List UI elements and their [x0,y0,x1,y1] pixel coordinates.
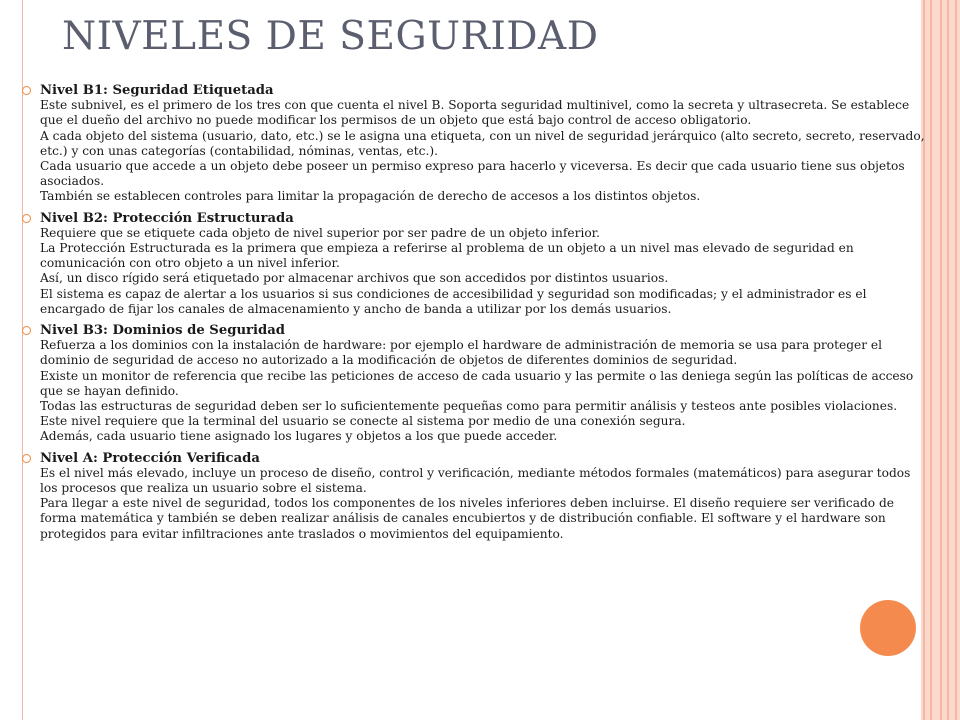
item-paragraph: Para llegar a este nivel de seguridad, todos los componentes de los niveles inferiores deben incluirse. El diseño requiere ser verificado de forma matemática y también se deben realizar análisis de canales encubiertos y de distribución confiable. El software y el hardware son protegidos para evitar infiltraciones ante traslados o movimientos del equipamiento. [40,496,894,541]
item-heading: Nivel A: Protección Verificada [40,450,260,466]
item-paragraph: Es el nivel más elevado, incluye un proceso de diseño, control y verificación, mediante métodos formales (matemáticos) para asegurar todos los procesos que realiza un usuario sobre el sistema. [40,465,911,496]
list-item [40,451,925,542]
bullet-icon [22,326,31,335]
bullet-icon [22,214,31,223]
item-paragraph: El sistema es capaz de alertar a los usuarios si sus condiciones de accesibilidad y seguridad son modificadas; y el administrador es el encargado de fijar los canales de almacenamiento y ancho de banda a utilizar por los demás usuarios. [40,286,867,316]
item-paragraph: Cada usuario que accede a un objeto debe poseer un permiso expreso para hacerlo y viceversa. Es decir que cada usuario tiene sus objetos asociados. [40,159,905,189]
item-paragraph: Requiere que se etiquete cada objeto de nivel superior por ser padre de un objeto inferior. [40,225,601,240]
left-border-line [22,0,23,720]
item-paragraph: Refuerza a los dominios con la instalación de hardware: por ejemplo el hardware de administración de memoria se usa para proteger el dominio de seguridad de acceso no autorizado a la modificación de objetos de diferentes dominios de seguridad. [40,338,883,368]
item-paragraph: Existe un monitor de referencia que recibe las peticiones de acceso de cada usuario y las permite o las deniega según las políticas de acceso que se hayan definido. [40,368,914,398]
item-paragraph: Todas las estructuras de seguridad deben ser lo suficientemente pequeñas como para permitir análisis y testeos ante posibles violaciones. [40,399,898,414]
item-paragraph: Así, un disco rígido será etiquetado por almacenar archivos que son accedidos por distintos usuarios. [40,271,669,286]
item-heading: Nivel B3: Dominios de Seguridad [40,323,285,339]
list-item [40,83,925,205]
bullet-icon [22,454,31,463]
stripe [930,0,932,720]
list-item [40,211,925,317]
item-paragraph: A cada objeto del sistema (usuario, dato, etc.) se le asigna una etiqueta, con un nivel de seguridad jerárquico (alto secreto, secreto, reservado, etc.) y con unas categorías (contabilidad, nóminas, ventas, etc.). [40,128,925,158]
item-heading: Nivel B2: Protección Estructurada [40,210,294,226]
content-list [40,83,925,548]
item-paragraph: Este subnivel, es el primero de los tres con que cuenta el nivel B. Soporta seguridad multinivel, como la secreta y ultrasecreta. Se establece que el dueño del archivo no puede modificar los permisos de un objeto que está bajo control de acceso obligatorio. [40,98,910,128]
item-paragraph: Además, cada usuario tiene asignado los lugares y objetos a los que puede acceder. [40,429,558,444]
item-heading: Nivel B1: Seguridad Etiquetada [40,83,274,98]
list-item [40,323,925,445]
bullet-icon [22,86,31,95]
orange-circle-decoration [860,600,916,656]
stripe [940,0,942,720]
stripe [947,0,949,720]
item-paragraph: Este nivel requiere que la terminal del usuario se conecte al sistema por medio de una conexión segura. [40,414,686,429]
page-title: NIVELES DE SEGURIDAD [62,14,599,59]
item-paragraph: La Protección Estructurada es la primera que empieza a referirse al problema de un objeto a un nivel mas elevado de seguridad en comunicación con otro objeto a un nivel inferior. [40,241,854,271]
stripe [955,0,957,720]
right-decorative-stripes [921,0,960,720]
item-paragraph: También se establecen controles para limitar la propagación de derecho de accesos a los distintos objetos. [40,189,701,204]
